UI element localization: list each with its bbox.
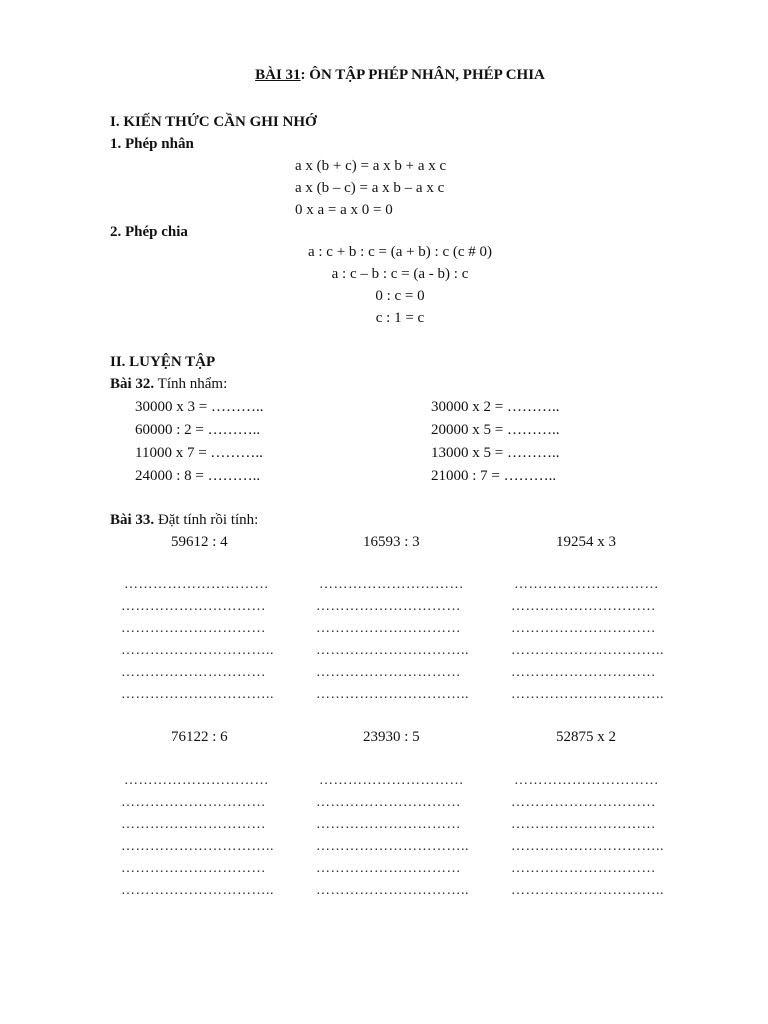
answer-line: ………………………….. xyxy=(121,839,274,854)
lesson-name: : ÔN TẬP PHÉP NHÂN, PHÉP CHIA xyxy=(300,67,545,83)
answer-line: ………………………… xyxy=(514,773,659,788)
answer-line: ………………………….. xyxy=(316,883,469,898)
answer-line: ………………………… xyxy=(511,795,656,810)
div-formula-3: 0 : c = 0 xyxy=(375,288,425,304)
answer-line: ………………………… xyxy=(514,577,659,592)
answer-line: ………………………….. xyxy=(121,643,274,658)
exercise33-title xyxy=(110,513,258,528)
answer-line: ………………………… xyxy=(121,861,266,876)
ex32-right-4: 21000 : 7 = ……….. xyxy=(431,468,557,484)
answer-line: ………………………….. xyxy=(511,883,664,898)
exercise32-title xyxy=(110,377,227,392)
answer-line: ………………………… xyxy=(316,621,461,636)
ex33-problem-2: 16593 : 3 xyxy=(363,534,420,550)
ex32-right-3: 13000 x 5 = ……….. xyxy=(431,445,560,461)
ex32-left-4: 24000 : 8 = ……….. xyxy=(135,468,261,484)
answer-line: ………………………… xyxy=(511,861,656,876)
answer-line: ………………………… xyxy=(121,817,266,832)
answer-line: ………………………… xyxy=(316,665,461,680)
div-formula-4: c : 1 = c xyxy=(375,310,425,326)
answer-line: ………………………….. xyxy=(511,643,664,658)
answer-line: ………………………….. xyxy=(121,687,274,702)
multiplication-heading: 1. Phép nhân xyxy=(110,136,194,152)
ex32-left-1: 30000 x 3 = ……….. xyxy=(135,399,264,415)
section2-heading: II. LUYỆN TẬP xyxy=(110,354,216,370)
mult-formula-3: 0 x a = a x 0 = 0 xyxy=(295,202,393,218)
answer-line: ………………………… xyxy=(121,795,266,810)
answer-line: ………………………… xyxy=(316,795,461,810)
ex33-problem-4: 76122 : 6 xyxy=(171,729,228,745)
page-title xyxy=(0,68,768,83)
ex33-problem-1: 59612 : 4 xyxy=(171,534,228,550)
answer-line: ………………………… xyxy=(511,599,656,614)
div-formula-1: a : c + b : c = (a + b) : c (c # 0) xyxy=(307,244,493,260)
section1-heading: I. KIẾN THỨC CẦN GHI NHỚ xyxy=(110,114,317,130)
div-formula-2: a : c – b : c = (a - b) : c xyxy=(331,266,469,282)
ex32-left-3: 11000 x 7 = ……….. xyxy=(135,445,263,461)
mult-formula-1: a x (b + c) = a x b + a x c xyxy=(295,158,447,174)
answer-line: ………………………… xyxy=(511,817,656,832)
answer-line: ………………………… xyxy=(124,577,269,592)
ex32-right-1: 30000 x 2 = ……….. xyxy=(431,399,560,415)
answer-line: ………………………… xyxy=(511,665,656,680)
answer-line: ………………………… xyxy=(316,599,461,614)
answer-line: ………………………….. xyxy=(316,839,469,854)
answer-line: ………………………….. xyxy=(316,687,469,702)
answer-line: ………………………… xyxy=(319,577,464,592)
answer-line: ………………………… xyxy=(124,773,269,788)
exercise33-instruction: Đặt tính rồi tính: xyxy=(154,512,259,528)
ex32-right-2: 20000 x 5 = ……….. xyxy=(431,422,560,438)
ex33-problem-3: 19254 x 3 xyxy=(556,534,616,550)
ex33-problem-5: 23930 : 5 xyxy=(363,729,420,745)
answer-line: ………………………… xyxy=(121,599,266,614)
answer-line: ………………………… xyxy=(121,621,266,636)
ex33-problem-6: 52875 x 2 xyxy=(556,729,616,745)
answer-line: ………………………… xyxy=(316,817,461,832)
answer-line: ………………………….. xyxy=(511,687,664,702)
answer-line: ………………………… xyxy=(319,773,464,788)
answer-line: ………………………… xyxy=(511,621,656,636)
ex32-left-2: 60000 : 2 = ……….. xyxy=(135,422,261,438)
answer-line: ………………………… xyxy=(121,665,266,680)
answer-line: ………………………….. xyxy=(511,839,664,854)
answer-line: ………………………… xyxy=(316,861,461,876)
mult-formula-2: a x (b – c) = a x b – a x c xyxy=(295,180,445,196)
exercise33-label: Bài 33. xyxy=(110,512,155,528)
answer-line: ………………………….. xyxy=(121,883,274,898)
division-heading: 2. Phép chia xyxy=(110,224,188,240)
lesson-number: BÀI 31 xyxy=(255,67,301,83)
exercise32-instruction: Tính nhẩm: xyxy=(154,376,228,392)
exercise32-label: Bài 32. xyxy=(110,376,155,392)
answer-line: ………………………….. xyxy=(316,643,469,658)
